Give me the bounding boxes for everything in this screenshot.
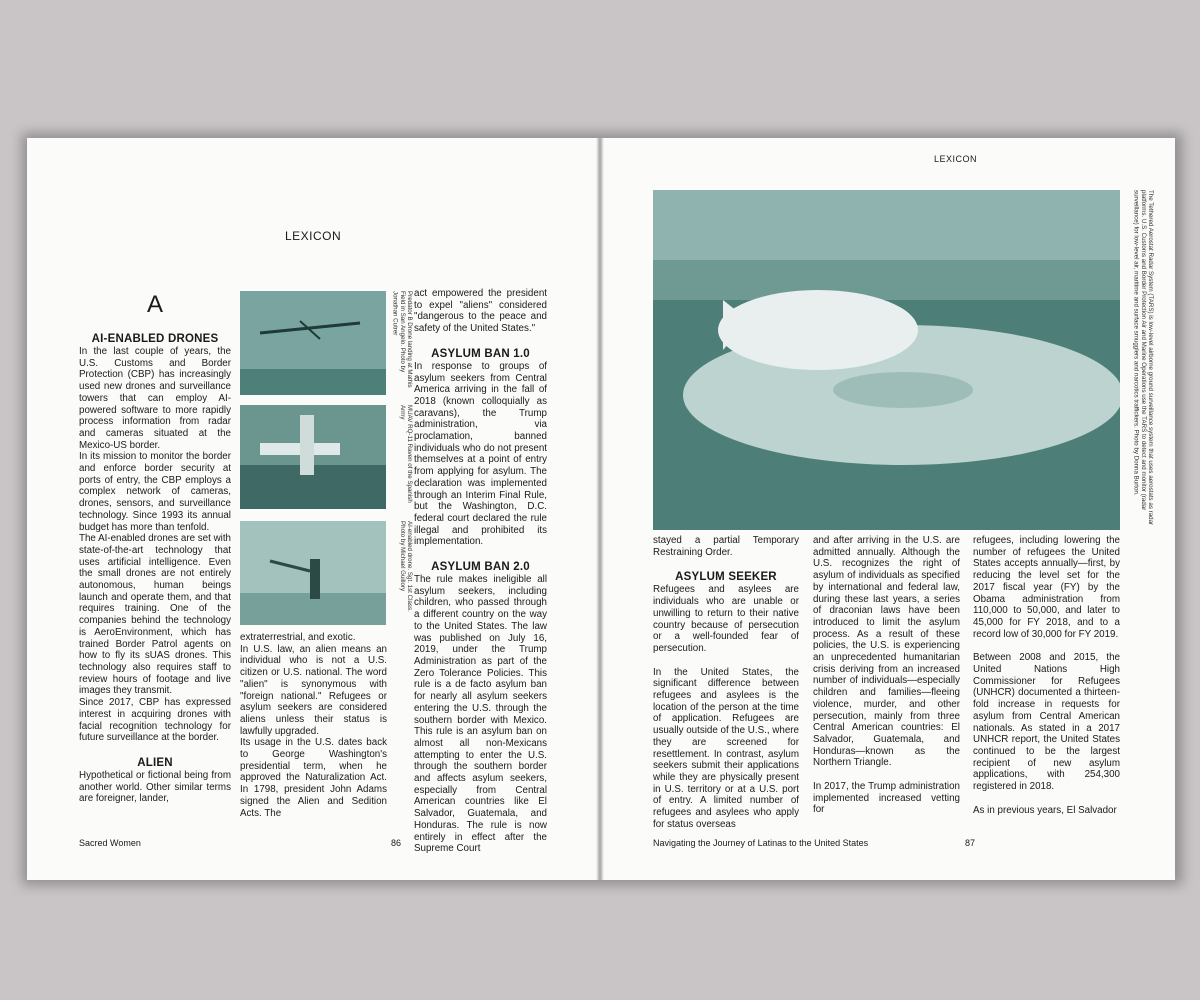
left-page [27,138,600,880]
raven-drone-photo [240,405,386,509]
asylum-seeker-heading: ASYLUM SEEKER [675,571,777,584]
left-page-number: 86 [391,838,402,848]
asylum-crisis-paragraph: and after arriving in the U.S. are admitted annually. Although the U.S. recognizes the right of asylum of individuals as specified by international and federal law, during these last years, a series of draconian laws have been introduced to limit the asylum process. As a result of these policies, the U.S. is experiencing an unprecedented humanitarian crisis deriving from an increased number of individuals—especially children and families—fleeing violence, murder, and other persecution, mainly from three Central American countries: El Salvador, Guatemala, and Honduras—known as the Northern Triangle. [813,535,960,769]
temporary-restraining-text: stayed a partial Temporary Restraining Order. [653,535,799,558]
left-footer-title: Sacred Women [79,838,141,848]
section-letter: A [146,291,163,318]
aerostat-photo-graphic [653,190,1120,530]
aerostat-photo-caption: The Tethered Aerostat Radar System (TARS) is low-level airborne ground surveillance system that uses aerostats as radar platforms. U.S. Customs and Border Protection Air and Marine Operations use the TARS to detect and monitor (radar surveillance) for low-level air, maritime and surface smugglers and narcotics traffickers. Photo by Donna Burton. [1132,190,1154,526]
asylum-ban-1-heading: ASYLUM BAN 1.0 [431,347,530,360]
ai-drones-paragraph: In its mission to monitor the border and enforce border security at ports of entry, the CBP employs a complex network of cameras, drones, sensors, and surveillance technology. Since 1993 its annual budget has more than tenfold. [79,451,231,533]
right-page-number: 87 [965,838,976,848]
asylum-seeker-paragraph-1: Refugees and asylees are individuals who are unable or unwilling to return to their native country because of persecution or a well-founded fear of persecution. [653,584,799,654]
alien-paragraph: In U.S. law, an alien means an individual who is not a U.S. citizen or U.S. national. The word "alien" is synonymous with "foreign national." Refugees or asylum seekers are considered aliens unless their status is lawfully upgraded. [240,643,387,737]
asylum-ban-2-text: The rule makes ineligible all asylum seekers, including children, who passed through a different country on the way to the United States. The law was published on July 16, 2019, under the Trump Administration as part of the Zero Tolerance Policies. This rule is a de facto asylum ban for nearly all asylum seekers entering the U.S. through the southern border with Mexico. This rule is an asylum ban on almost all non-Mexicans attempting to enter the U.S. through the southern border and affects asylum seekers, especially from Central American countries like El Salvador, Guatemala, and Honduras. The rule is now entirely in effect after the Supreme Court [414,574,547,855]
drone-photo-graphic [240,291,386,395]
right-footer-title: Navigating the Journey of Latinas to the United States [653,838,869,848]
right-page-header: LEXICON [934,154,978,164]
alien-text-col1: Hypothetical or fictional being from another world. Other similar terms are foreigner, lander, [79,769,231,805]
alien-text-col3: act empowered the president to expel "aliens" considered "dangerous to the peace and safety of the United States." [414,288,547,335]
ai-drones-paragraph: Since 2017, CBP has expressed interest in acquiring drones with facial recognition technology for future surveillance at the border. [79,697,231,744]
alien-text-col2 [240,632,387,819]
asylum-ban-1-text: In response to groups of asylum seekers from Central America arriving in the fall of 2018 (known colloquially as caravans), the Trump administration, via proclamation, banned individuals who do not present themselves at a point of entry from applying for asylum. The declaration was implemented through an Interim Final Rule, but the Washington, D.C. federal court declared the rule illegal and prohibited its implementation. [414,360,547,548]
left-column-3 [414,288,547,855]
trump-vetting-paragraph: In 2017, the Trump administration implemented increased vetting for [813,781,960,816]
raven-photo-graphic [240,405,386,509]
ai-drones-heading: AI-ENABLED DRONES [91,333,219,345]
alien-paragraph: Its usage in the U.S. dates back to George Washington's presidential term, when he approved the Naturalization Act. In 1798, president John Adams signed the Alien and Sedition Acts. The [240,737,387,819]
right-column-3 [973,535,1120,816]
soldier-photo-graphic [240,521,386,625]
predator-drone-photo [240,291,386,395]
unhcr-paragraph: Between 2008 and 2015, the United Nations High Commissioner for Refugees (UNHCR) documented a thirteen-fold increase in requests for asylum from Central American nationals. As stated in a 2017 UNHCR report, the United States continued to be the largest recipient of new asylum applications, with 254,300 registered in 2018. [973,652,1120,793]
photo-caption-3: AI-enabled drone. Sgt. 1st Class. Photo by Michael Guillory [398,521,413,612]
refugee-limits-paragraph: refugees, including lowering the number of refugees the United States accepts annually—first, by reducing the level set for the 2017 fiscal year (FY) by the Obama administration from 110,000 to 50,000, and later to 45,000 for FY 2018, and to a record low of 30,000 for FY 2019. [973,535,1120,640]
alien-heading: ALIEN [137,756,173,769]
asylum-ban-2-heading: ASYLUM BAN 2.0 [431,561,530,574]
ai-drones-paragraph: The AI-enabled drones are set with state-of-the-art technology that uses artificial intelligence. Even the small drones are not entirely autonomous, human beings launch and operate them, and that requires training. One of the companies behind the technology is AeroEnvironment, which has trained Border Patrol agents on how to fly its sUAS drones. This technology also requires staff to review hours of footage and live images they transmit. [79,533,231,697]
book-gutter [596,138,604,880]
photo-caption-2: MUAV RQ-11 Raven of the Spanish Army [398,405,413,503]
asylum-seeker-paragraph-2: In the United States, the significant difference between refugees and asylees is the location of the person at the time of application. Refugees are usually outside of the U.S., where they are screened for resettlement. In contrast, asylum seekers submit their applications while they are physically present in U.S. territory or at a U.S. port of entry. A limited number of refugees and asylees who apply for status overseas [653,666,799,830]
right-column-1 [653,535,799,830]
ai-drones-text [79,346,231,744]
ai-drones-paragraph: In the last couple of years, the U.S. Customs and Border Protection (CBP) has increasingly used new drones and surveillance towers that can employ AI-powered software to more rapidly process information from radar and cameras situated at the Mexico-US border. [79,346,231,451]
left-page-header: LEXICON [285,229,342,243]
el-salvador-paragraph: As in previous years, El Salvador [973,804,1117,816]
right-column-2 [813,535,960,816]
left-column-1 [79,291,231,805]
alien-continuation: extraterrestrial, and exotic. [240,632,356,643]
soldier-drone-photo [240,521,386,625]
right-page [600,138,1175,880]
aerostat-photo [653,190,1120,530]
photo-caption-1: Predator B Drone landing at Mathis Field in San Angelo. Photo by Jonathan Cutrer [391,291,413,388]
